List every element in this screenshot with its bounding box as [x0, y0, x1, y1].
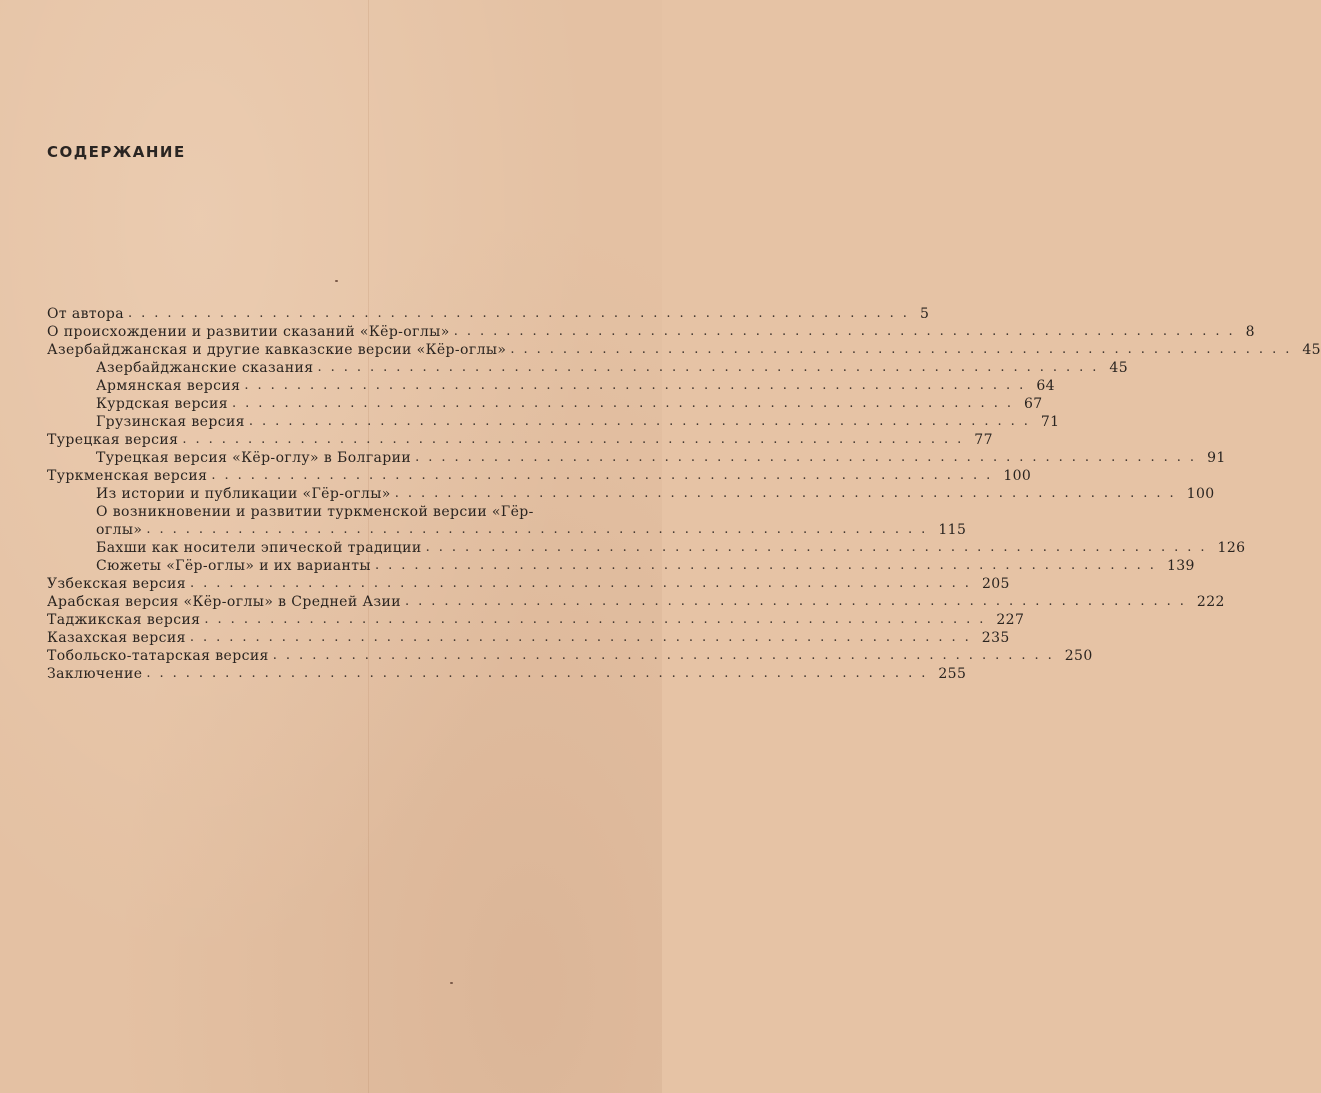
toc-entry-title: Бахши как носители эпической традиции — [96, 540, 422, 556]
toc-page-number: 250 — [1064, 648, 1093, 664]
toc-page-number: 5 — [919, 306, 930, 322]
toc-entry-title: Заключение — [47, 666, 143, 682]
toc-page-number: 67 — [1023, 396, 1043, 412]
dot-leader: ............................................................ — [394, 486, 1183, 501]
toc-entry — [47, 467, 1032, 485]
toc-page-number: 100 — [1003, 468, 1032, 484]
toc-page-number: 64 — [1036, 378, 1055, 394]
dot-leader: ............................................................ — [374, 558, 1163, 573]
dot-leader: ............................................................ — [244, 378, 1033, 393]
toc-page-number: 222 — [1196, 594, 1225, 610]
toc-entry-title: Азербайджанская и другие кавказские версии «Кёр-оглы» — [47, 342, 507, 358]
toc-entry-title: Турецкая версия — [47, 432, 179, 448]
toc-page-number: 205 — [981, 576, 1010, 592]
toc-entry-title: Азербайджанские сказания — [96, 360, 314, 376]
toc-entry-title: Таджикская версия — [47, 612, 201, 628]
toc-entry — [47, 665, 967, 683]
dot-leader: ............................................................ — [146, 522, 935, 537]
toc-page-number: 8 — [1245, 324, 1255, 340]
toc-entry-title: Армянская версия — [96, 378, 241, 394]
dot-leader: ............................................................ — [425, 540, 1214, 555]
toc-page-number: 235 — [981, 630, 1010, 646]
toc-entry — [47, 611, 1025, 629]
toc-entry-title: Узбекская версия — [47, 576, 186, 592]
table-of-contents — [47, 305, 1321, 683]
toc-entry — [47, 503, 595, 521]
dot-leader: ............................................................ — [415, 450, 1204, 465]
toc-entry — [47, 431, 993, 449]
toc-page-number: 91 — [1207, 450, 1226, 466]
toc-entry — [47, 341, 1321, 359]
toc-entry-title: О возникновении и развитии туркменской версии «Гёр- — [96, 504, 534, 520]
dot-leader: ............................................................ — [146, 666, 935, 681]
dot-leader: ............................................................ — [404, 594, 1193, 609]
toc-entry — [47, 539, 1246, 557]
toc-entry-title: Грузинская версия — [96, 414, 245, 430]
print-speck — [450, 982, 453, 984]
toc-page-number: 77 — [974, 432, 993, 448]
toc-entry — [47, 449, 1226, 467]
toc-page-number: 45 — [1302, 342, 1321, 358]
toc-entry — [47, 575, 1010, 593]
dot-leader: ............................................................ — [510, 342, 1299, 357]
toc-entry-title: О происхождении и развитии сказаний «Кёр-оглы» — [47, 324, 450, 340]
toc-page-number: 227 — [996, 612, 1025, 628]
toc-entry — [47, 557, 1195, 575]
toc-entry-title: Туркменская версия — [47, 468, 208, 484]
toc-page-number: 255 — [938, 666, 967, 682]
dot-leader: ............................................................ — [182, 432, 971, 447]
toc-page-number: 115 — [938, 522, 967, 538]
toc-entry-title: Из истории и публикации «Гёр-оглы» — [96, 486, 391, 502]
toc-entry-title: Арабская версия «Кёр-оглы» в Средней Азии — [47, 594, 401, 610]
dot-leader: ............................................................ — [248, 414, 1037, 429]
toc-page-number: 71 — [1040, 414, 1060, 430]
toc-entry — [47, 377, 1055, 395]
toc-entry — [47, 647, 1093, 665]
toc-entry-title: Тобольско-татарская версия — [47, 648, 269, 664]
toc-page-number: 139 — [1166, 558, 1195, 574]
toc-entry — [47, 323, 1255, 341]
toc-entry — [47, 629, 1010, 647]
toc-entry-title: оглы» — [96, 522, 143, 538]
contents-heading: СОДЕРЖАНИЕ — [47, 143, 186, 161]
toc-entry-title: Сюжеты «Гёр-оглы» и их варианты — [96, 558, 371, 574]
dot-leader: ............................................................ — [189, 576, 978, 591]
toc-entry-title: От автора — [47, 306, 124, 322]
toc-entry-title: Курдская версия — [96, 396, 229, 412]
toc-page-number: 126 — [1217, 540, 1246, 556]
toc-entry — [47, 521, 967, 539]
toc-entry — [47, 359, 1129, 377]
dot-leader: ............................................................ — [127, 306, 916, 321]
toc-page-number: 100 — [1186, 486, 1215, 502]
toc-entry — [47, 593, 1225, 611]
dot-leader: ............................................................ — [232, 396, 1020, 411]
dot-leader: ............................................................ — [204, 612, 993, 627]
toc-entry-title: Казахская версия — [47, 630, 186, 646]
print-speck — [335, 280, 338, 282]
toc-entry — [47, 305, 930, 323]
toc-entry — [47, 395, 1043, 413]
dot-leader: ............................................................ — [453, 324, 1242, 339]
dot-leader: ............................................................ — [211, 468, 1000, 483]
toc-entry-title: Турецкая версия «Кёр-оглу» в Болгарии — [96, 450, 412, 466]
toc-entry — [47, 413, 1060, 431]
dot-leader: ............................................................ — [189, 630, 978, 645]
dot-leader: ............................................................ — [317, 360, 1106, 375]
toc-page-number: 45 — [1109, 360, 1129, 376]
toc-entry — [47, 485, 1215, 503]
dot-leader: ............................................................ — [272, 648, 1061, 663]
